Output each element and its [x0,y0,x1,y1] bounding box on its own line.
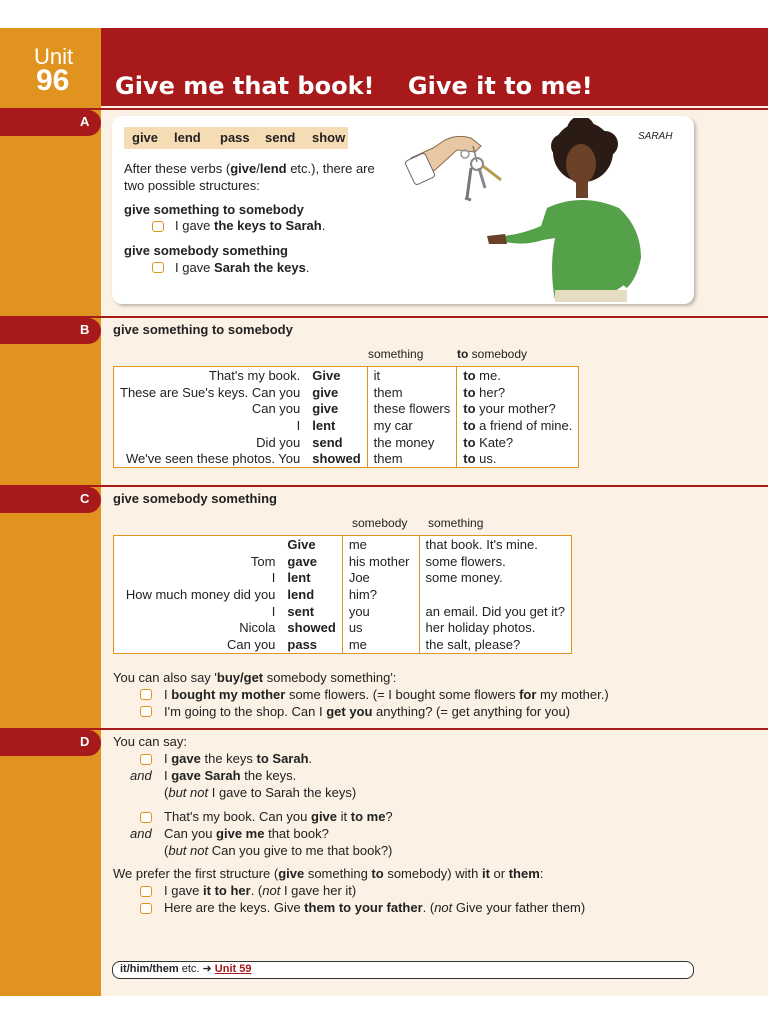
verb: send [265,130,296,145]
section-tab-a: A [0,110,101,136]
intro-text: After these verbs (give/lend etc.), there are [124,161,375,176]
bullet-icon [140,706,152,717]
verb: lend [174,130,201,145]
example-line: That's my book. Can you give it to me? [164,809,393,824]
section-tab-c: C [0,487,101,513]
hand-with-keys-icon [405,136,501,200]
example-line: Here are the keys. Give them to your father. (not Give your father them) [164,900,586,915]
section-divider-c [0,485,768,487]
verb: pass [220,130,250,145]
column-header: to somebody [457,347,528,361]
table-row: I lent my car to a friend of mine. [296,417,573,433]
example-line: I gave the keys to Sarah. [164,751,313,766]
and-label: and [130,768,152,783]
verbs-list [124,127,348,149]
table-row: Nicola showed us her holiday photos. [239,620,536,636]
section-divider-a [0,108,768,110]
page-title: Give me that book! Give it to me! [115,72,593,100]
example-line: I gave the keys to Sarah. [175,218,326,233]
woman-illustration [487,118,641,302]
verb: show [312,130,346,145]
intro-text-2: two possible structures: [124,178,260,193]
bullet-icon [140,903,152,914]
column-header: something [428,516,484,530]
table-give-somebody-something [113,535,572,654]
example-line: (but not I gave to Sarah the keys) [164,785,357,800]
section-c-heading: give somebody something [113,491,277,506]
example-line: (but not Can you give to me that book?) [164,843,393,858]
section-divider-b [0,316,768,318]
example-line: I gave it to her. (not I gave her it) [164,883,357,898]
table-give-something-to-somebody [113,366,579,468]
bullet-icon [140,754,152,765]
table-row: Give me that book. It's mine. [114,536,572,553]
table-row: Can you give these flowers to your mother? [251,401,556,417]
arrow-icon: ➜ [202,963,212,975]
prefer-text: We prefer the first structure (give something to somebody) with it or them: [113,866,544,881]
section-divider-d [0,728,768,730]
example-line: I gave Sarah the keys. [175,260,310,275]
example-line: I'm going to the shop. Can I get you anything? (= get anything for you) [164,704,571,719]
section-tab-d: D [0,730,101,756]
example-line: Can you give me that book? [164,826,329,841]
unit-label: Unit [34,44,74,69]
table-row: That's my book. Give it to me. [208,367,501,383]
example-line: I bought my mother some flowers. (= I bought some flowers for my mother.) [164,687,609,702]
bullet-icon [140,689,152,700]
bullet-icon [140,812,152,823]
section-tab-b: B [0,318,101,344]
bullet-icon [152,262,164,273]
table-row: We've seen these photos. You showed them to us. [125,451,497,467]
unit-number: 96 [36,64,70,97]
table-row: I lent Joe some money. [271,570,503,586]
table-row: Can you pass me the salt, please? [226,636,521,652]
table-row: Did you send the money to Kate? [256,434,514,450]
table-row: Tom gave his mother some flowers. [250,553,506,569]
example-line: I gave Sarah the keys. [164,768,297,783]
verb: give [132,130,159,145]
table-row: These are Sue's keys. Can you give them to her? [120,384,506,400]
table-row: I sent you an email. Did you get it? [271,603,565,619]
unit-59-link[interactable]: Unit 59 [214,963,252,975]
and-label: and [130,826,152,841]
structure-heading: give somebody something [124,243,288,258]
sarah-label: SARAH [638,131,673,142]
structure-heading: give something to somebody [124,202,304,217]
section-b-heading: give something to somebody [113,322,293,337]
illustration-keys-handover [405,118,685,302]
cross-reference: it/him/them etc. ➜ Unit 59 [120,963,252,975]
column-header: somebody [352,516,408,530]
table-row: How much money did you lend him? [114,586,572,603]
also-say-text: You can also say 'buy/get somebody something': [113,670,397,685]
bullet-icon [140,886,152,897]
column-header: something [368,347,424,361]
section-d-intro: You can say: [113,734,187,749]
bullet-icon [152,221,164,232]
